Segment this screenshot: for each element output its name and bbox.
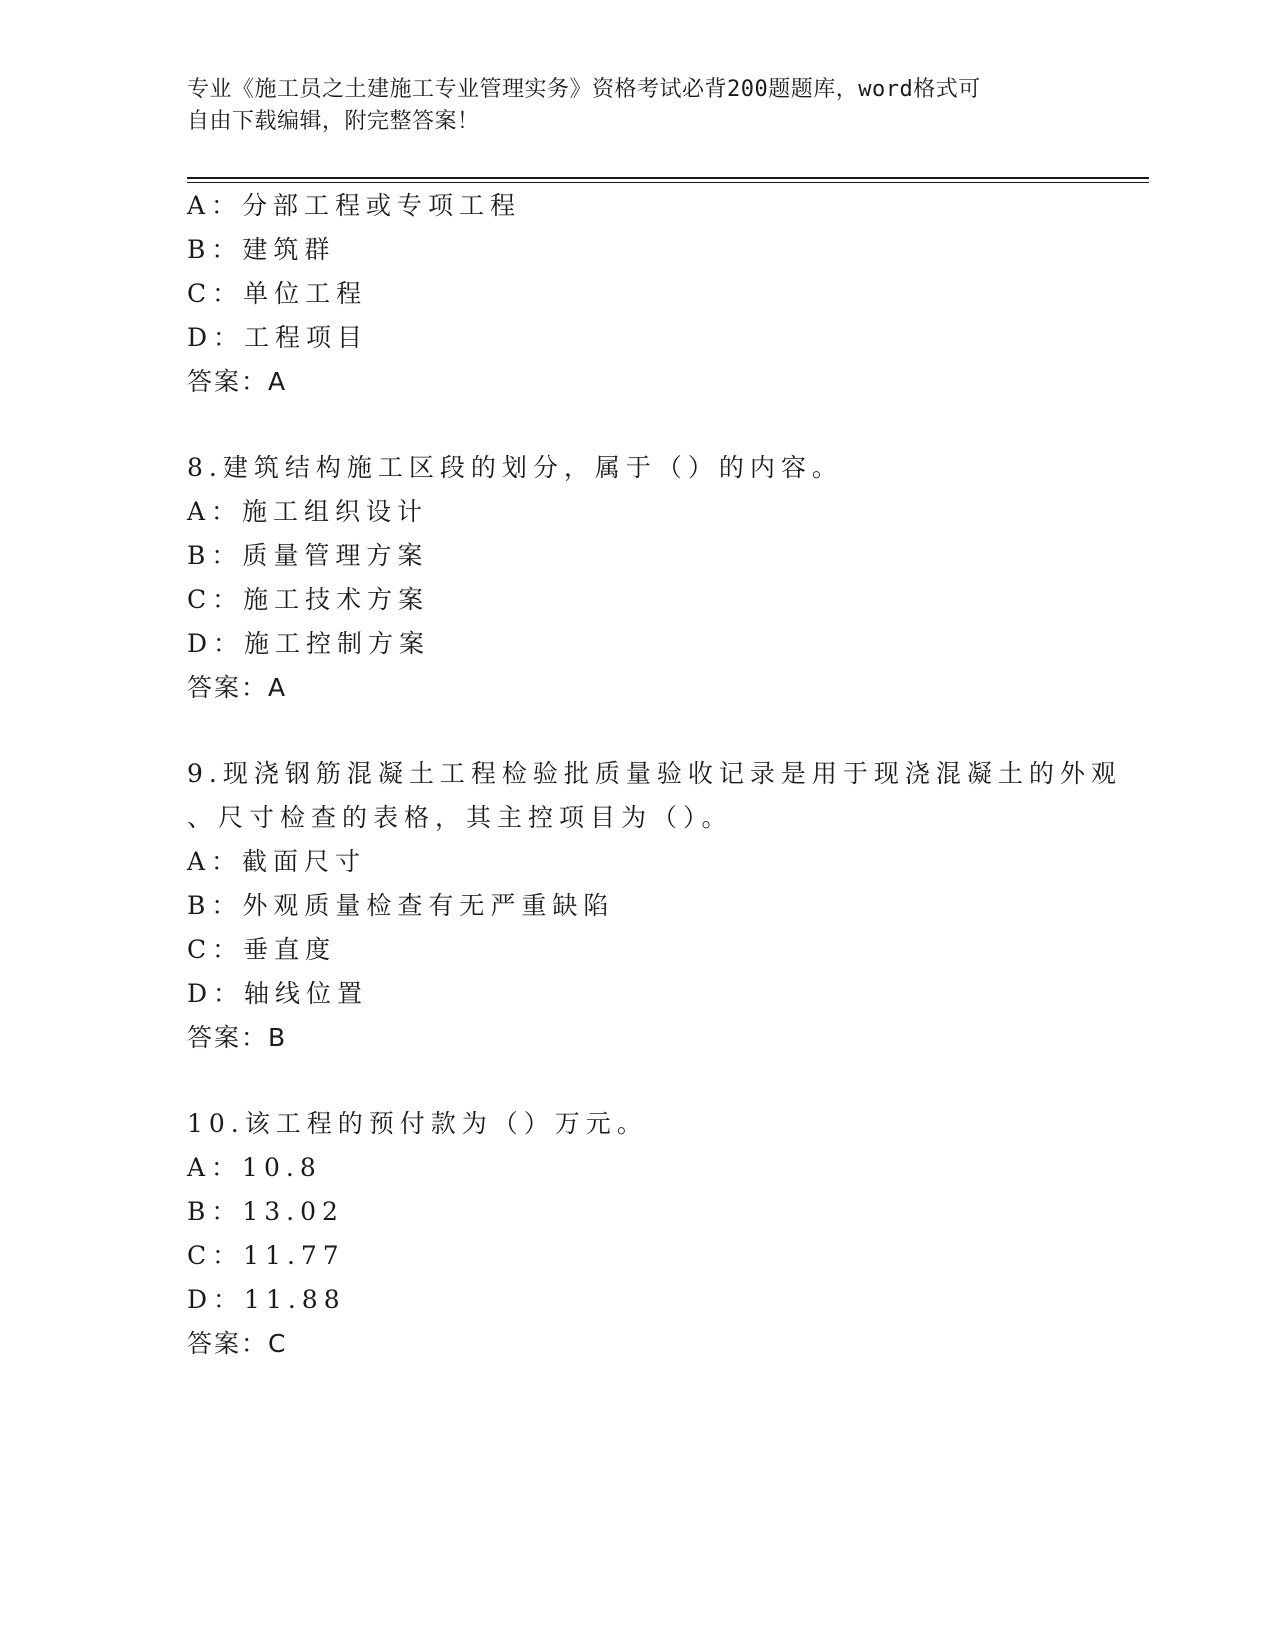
q7-option-b: B：建筑群 xyxy=(187,235,336,264)
q10-option-d: D：11.88 xyxy=(187,1285,346,1314)
q8-option-b: B：质量管理方案 xyxy=(187,541,429,570)
q8-stem: 8.建筑结构施工区段的划分，属于（）的内容。 xyxy=(187,453,843,482)
q10-stem: 10.该工程的预付款为（）万元。 xyxy=(187,1109,648,1138)
q10-option-c: C：11.77 xyxy=(187,1241,345,1270)
q9-answer: 答案：B xyxy=(187,1023,288,1052)
q9-stem-line-2: 、尺寸检查的表格，其主控项目为（）。 xyxy=(187,803,733,832)
q10-option-b: B：13.02 xyxy=(187,1197,344,1226)
q8-answer: 答案：A xyxy=(187,673,288,702)
q8-option-d: D：施工控制方案 xyxy=(187,629,431,658)
q8-option-c: C：施工技术方案 xyxy=(187,585,430,614)
document-header xyxy=(187,74,1087,138)
q9-option-a: A：截面尺寸 xyxy=(187,847,367,876)
header-rule-thin xyxy=(187,182,1149,183)
q7-option-a: A：分部工程或专项工程 xyxy=(187,191,522,220)
header-line-1: 专业《施工员之土建施工专业管理实务》资格考试必背200题题库，word格式可 xyxy=(187,77,981,102)
q9-stem-line-1: 9.现浇钢筋混凝土工程检验批质量验收记录是用于现浇混凝土的外观 xyxy=(187,759,1122,788)
header-rule-thick xyxy=(187,177,1149,179)
q10-answer: 答案：C xyxy=(187,1329,288,1358)
header-line-2: 自由下载编辑，附完整答案！ xyxy=(187,109,480,134)
q10-option-a: A：10.8 xyxy=(187,1153,322,1182)
q9-option-d: D：轴线位置 xyxy=(187,979,369,1008)
q7-option-d: D：工程项目 xyxy=(187,323,369,352)
q8-option-a: A：施工组织设计 xyxy=(187,497,429,526)
q9-option-b: B：外观质量检查有无严重缺陷 xyxy=(187,891,615,920)
q7-answer: 答案：A xyxy=(187,367,288,396)
q9-option-c: C：垂直度 xyxy=(187,935,337,964)
q7-option-c: C：单位工程 xyxy=(187,279,368,308)
